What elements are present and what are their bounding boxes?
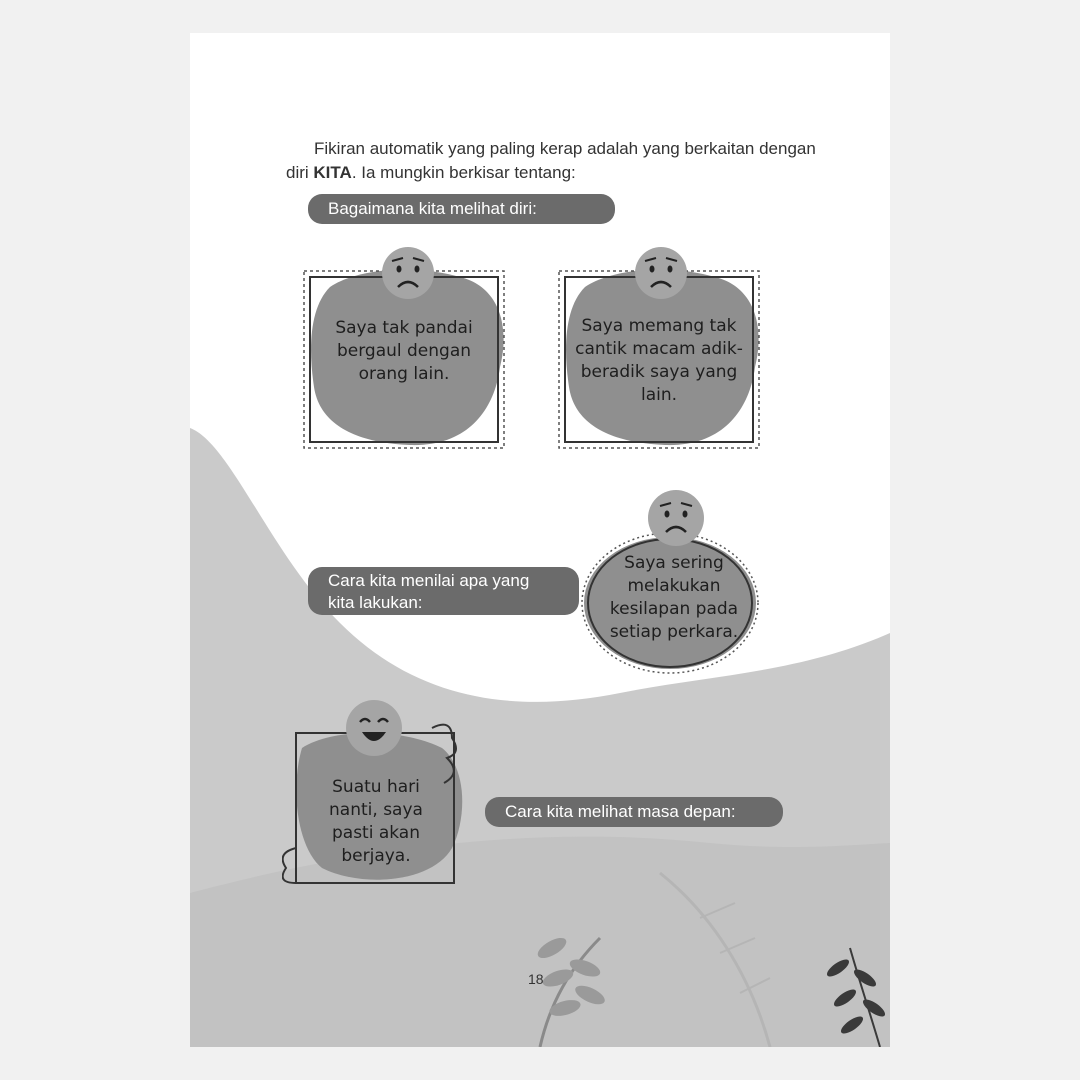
- thought-text-1: Saya tak pandai bergaul dengan orang lain.: [335, 318, 473, 384]
- section-label-self-view: Bagaimana kita melihat diri:: [308, 194, 615, 224]
- page-number: 18: [528, 971, 544, 987]
- section-label-judging-actions: Cara kita menilai apa yang kita lakukan:: [308, 567, 579, 615]
- thought-text-3: Saya sering melakukan kesilapan pada setiap perkara.: [609, 553, 739, 642]
- section-label-future-view: Cara kita melihat masa depan:: [485, 797, 783, 827]
- thought-text-4: Suatu hari nanti, saya pasti akan berjaya.: [329, 777, 423, 866]
- intro-paragraph: Fikiran automatik yang paling kerap adalah yang berkaitan dengan diri KITA. Ia mungkin berkisar tentang:: [286, 139, 816, 182]
- book-page: [190, 33, 890, 1047]
- thought-text-2: Saya memang tak cantik macam adik-beradik saya yang lain.: [575, 316, 743, 405]
- leaf-decoration: [190, 33, 890, 1047]
